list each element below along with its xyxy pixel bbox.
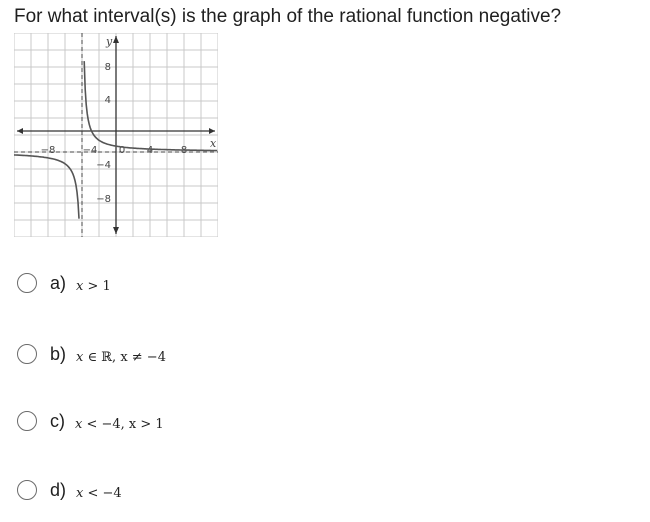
- option-letter: a): [50, 272, 67, 293]
- x-tick-label: 4: [146, 145, 154, 156]
- x-tick-label: 8: [180, 145, 188, 156]
- y-tick-label: 4: [104, 95, 111, 106]
- radio-button[interactable]: [17, 411, 37, 431]
- option-d[interactable]: [17, 475, 122, 505]
- y-tick-label: 8: [104, 62, 111, 73]
- option-c[interactable]: [17, 406, 164, 436]
- option-expression: x > 1: [76, 278, 111, 294]
- option-expression: x ∈ ℝ, x ≠ −4: [76, 349, 166, 365]
- y-axis-label: y: [106, 35, 113, 48]
- rational-function-graph: [14, 33, 218, 237]
- option-expression: x < −4: [76, 485, 122, 501]
- y-tick-label: −8: [96, 194, 111, 205]
- option-a[interactable]: [17, 268, 111, 298]
- x-tick-label: −8: [40, 145, 56, 156]
- radio-button[interactable]: [17, 480, 37, 500]
- x-tick-label: 0: [118, 145, 126, 156]
- y-tick-label: −4: [96, 160, 111, 171]
- option-letter: d): [50, 479, 67, 500]
- option-letter: b): [50, 343, 67, 364]
- question-text: For what interval(s) is the graph of the rational function negative?: [14, 6, 562, 27]
- radio-button[interactable]: [17, 273, 37, 293]
- x-axis-label: x: [210, 137, 217, 150]
- option-letter: c): [50, 410, 65, 431]
- x-tick-label: −4: [82, 145, 98, 156]
- radio-button[interactable]: [17, 344, 37, 364]
- option-b[interactable]: [17, 339, 166, 369]
- option-expression: x < −4, x > 1: [75, 416, 164, 432]
